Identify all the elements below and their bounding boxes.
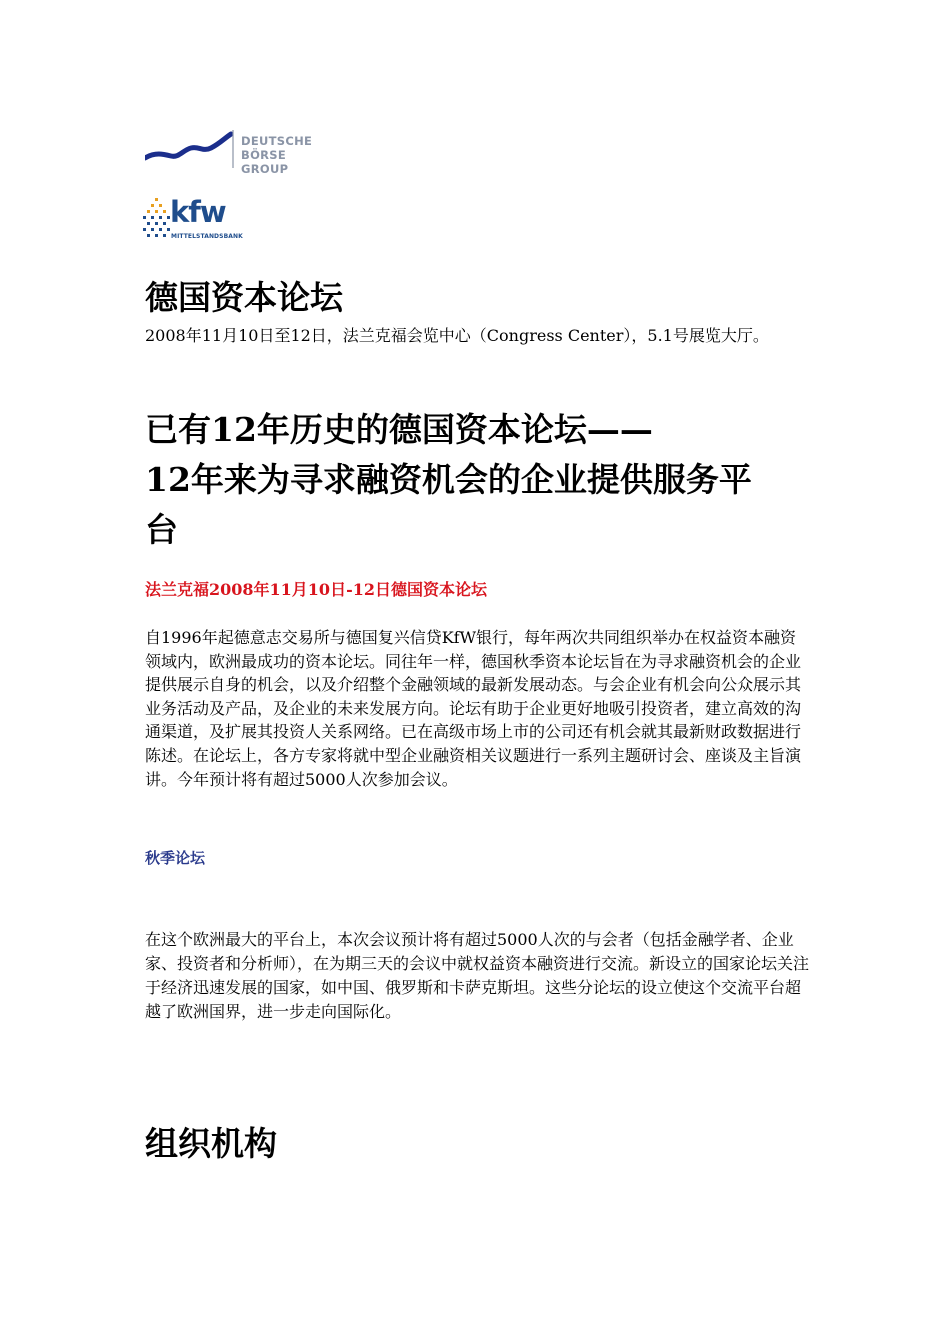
page-title: 德国资本论坛: [145, 278, 343, 317]
paragraph-forum: 在这个欧洲最大的平台上，本次会议预计将有超过5000人次的与会者（包括金融学者、企业家、投资者和分析师），在为期三天的会议中就权益资本融资进行交流。新设立的国家论坛关注于经济迅速发展的国家，如中国、俄罗斯和卡萨克斯坦。这些分论坛的设立使这个交流平台超越了欧洲国界，进一步走向国际化。: [145, 930, 810, 1021]
autumn-forum-subheading: 秋季论坛: [145, 849, 206, 867]
db-logo-line1: DEUTSCHE BÖRSE: [241, 134, 313, 162]
event-subheading: 法兰克福2008年11月10日-12日德国资本论坛: [145, 580, 487, 599]
intro-text: 2008年11月10日至12日，法兰克福会览中心（Congress Center），5.1号展览大厅。: [145, 326, 769, 345]
section-title-organization: 组织机构: [145, 1124, 277, 1163]
kfw-logo: [143, 196, 253, 246]
deutsche-boerse-logo: [145, 128, 360, 176]
db-logo-line2: GROUP: [241, 162, 289, 176]
headline-line1: 已有12年历史的德国资本论坛——: [145, 410, 653, 449]
kfw-logo-word: kfw: [170, 195, 226, 229]
paragraph-intro: 自1996年起德意志交易所与德国复兴信贷KfW银行，每年两次共同组织举办在权益资本融资领域内，欧洲最成功的资本论坛。同往年一样，德国秋季资本论坛旨在为寻求融资机会的企业提供展示自身的机会，以及介绍整个金融领域的最新发展动态。与会企业有机会向公众展示其业务活动及产品，及企业的未来发展方向。论坛有助于企业更好地吸引投资者，建立高效的沟通渠道，及扩展其投资人关系网络。已在高级市场上市的公司还有机会就其最新财政数据进行陈述。在论坛上，各方专家将就中型企业融资相关议题进行一系列主题研讨会、座谈及主旨演讲。今年预计将有超过5000人次参加会议。: [145, 628, 802, 789]
headline-line3: 台: [145, 510, 178, 549]
kfw-logo-sub: MITTELSTANDSBANK: [171, 233, 243, 240]
headline: [145, 405, 810, 555]
deutsche-boerse-wave-icon: [145, 128, 240, 172]
kfw-dot-grid-icon: [143, 196, 171, 244]
headline-line2: 12年来为寻求融资机会的企业提供服务平: [145, 460, 752, 499]
